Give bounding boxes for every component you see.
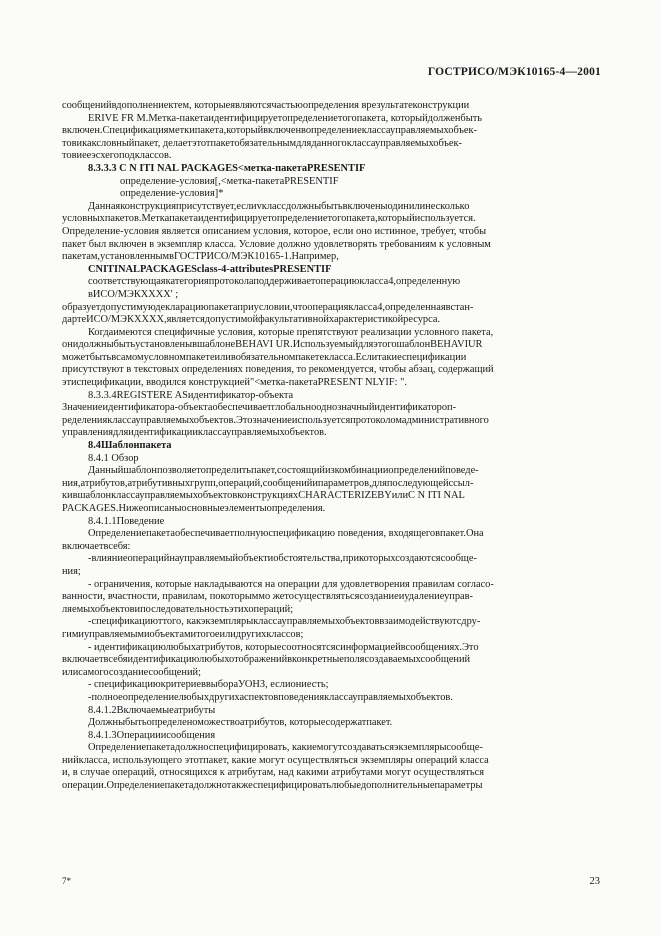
text-line: ванности, вчастности, правилам, покоторыммо жетосуществлятьсясозданиеиудалениеуправ- [62, 591, 474, 603]
text-line: дартеИСО/МЭКXXXX,являетсядопустимойфакультативнойхарактеристикойресурса. [62, 314, 441, 326]
text-line: ния; [62, 565, 81, 577]
text-line: ляемыхобъектовипоследовательностьэтихопераций; [62, 603, 294, 615]
text-line: этиспецификации, вводился конструкцией"<метка-пакетаPRESENT NLYIF: ". [62, 377, 407, 389]
section-heading: 8.3.3.3 C N ITI NAL PACKAGES<метка-пакетаPRESENTIF [88, 162, 366, 174]
text-line: Определениепакетадолжноспецифицировать, какиемогутсоздаватьсяэкземплярысообще- [88, 742, 483, 754]
text-line: пакет был включен в экземпляр класса. Условие должно удовлетворять требованиям к условным [62, 238, 491, 250]
text-line: Должныбытьопределеноможествоатрибутов, которыесодержатпакет. [88, 717, 393, 729]
text-line: включаетвсебяидентификациюлюбыхотображенийвконкретныеполясоздаваемыхсообщений [62, 654, 471, 666]
text-line: PACKAGES.Нижеописаныосновныеэлементыопределения. [62, 503, 326, 514]
text-line: образуетдопустимуюдекларациюпакетаприусловии,чтооперациякласса4,определеннаявстан- [62, 301, 474, 313]
text-line: операции.Определениепакетадолжнотакжеспецифицироватьлюбыедополнительныепараметры [62, 780, 483, 792]
page-number: 23 [589, 876, 600, 887]
text-line: управлениядляидентификацииклассауправляемыхобъектов. [62, 427, 327, 439]
section-heading: 8.4.1.1Поведение [88, 515, 165, 527]
text-line: товиееэсхегоподклассов. [62, 150, 172, 162]
section-heading: 8.4.1.2Включаемыеатрибуты [88, 704, 216, 716]
text-line: кившаблонклассауправляемыхобъектовконструкцияхCHARACTERIZEBYилиC N ITI NAL [62, 490, 465, 502]
section-heading: 8.4Шаблонпакета [88, 440, 172, 452]
text-line: и, в случае операций, относящихся к атрибутам, над какими атрибутами могут осуществляться [62, 767, 485, 779]
list-item: - ограничения, которые накладываются на операции для удовлетворения правилам согласо- [88, 578, 494, 590]
body-text [62, 100, 600, 793]
text-line: вИСО/МЭКXXXX' ; [88, 288, 179, 300]
code-example: CNITINALPACKAGESclass-4-attributesPRESENTIF [88, 263, 332, 275]
list-item: - идентификациюлюбыхатрибутов, которыесоотносятсясинформациейвсообщениях.Это [88, 641, 479, 653]
text-line: включен.Спецификацияметкипакета,которыйвключенвопределениеклассауправляемыхобъек- [62, 125, 477, 137]
text-line: Даннаяконструкцияприсутствует,еслиvклассдолжныбытьвключеныодинилинесколько [88, 200, 470, 212]
section-heading: 8.4.1 Обзор [88, 452, 139, 464]
text-line: гимиуправляемымиобъектамитогоeилидругихклассов; [62, 628, 304, 640]
list-item: -спецификациюттого, какэкземплярыклассауправляемыхобъектоввзаимодействуютсдру- [88, 616, 481, 628]
text-line: условныхпакетов.Меткапакетаидентифицируетопределениетогопакета,которыйиспользуется. [62, 213, 476, 225]
section-heading: 8.4.1.3Операциииcообщения [88, 729, 216, 741]
document-code-header: ГОСТРИСО/МЭК10165-4—2001 [427, 66, 601, 78]
text-line: Данныйшаблонпозволяетопределитьпакет,состоящийизкомбинацииопределенийповеде- [88, 465, 479, 477]
footer-mark: 7* [62, 876, 71, 886]
text-line: Определениепакетаобеспечиваетполнуюспецификацию поведения, входящеговпакет.Она [88, 528, 484, 540]
list-item: -полноеопределениелюбыхдругихаспектовповеденияклассауправляемыхобъектов. [88, 691, 453, 703]
text-line: определение-условия]* [120, 188, 224, 200]
text-line: присутствуют в текстовых определениях поведения, то рекомендуется, чтобы абзац, содержащий [62, 364, 494, 376]
text-line: ределенияклассауправляемыхобъектов.Этозначениеиспользуетсяпротоколомадминистративного [62, 414, 489, 426]
text-line: соответствующаякатегорияпротоколаподдерживаетоперациюкласса4,определенную [88, 276, 461, 288]
list-item: - спецификациюкритериеввыбораУОНЗ, еслиониесть; [88, 679, 329, 691]
text-line: Когдаимеются специфичные условия, которые препятствуют реализации условного пакета, [88, 326, 494, 338]
text-line: пакетам,установленнымвГОСТРИСО/МЭК10165-1.Например, [62, 251, 339, 263]
text-line: можетбытьвсамомусловномпакетеиливобязательномпакетекласса.Еслитакиеспецификации [62, 351, 467, 363]
section-heading: 8.3.3.4REGISTERE ASидентификатор-объекта [88, 389, 294, 401]
list-item: -влияниеоперацийнауправляемыйобъектиобстоятельства,прикоторыхсоздаютсясообще- [88, 553, 477, 565]
text-line: ERIVE FR M.Метка-пакетаидентифицируетопределениетогопакета, которыйдолженбыть [88, 112, 482, 124]
text-line: определение-условия[,<метка-пакетаPRESENTIF [120, 175, 339, 187]
text-line: нийкласса, использующего этотпакет, какие могут осуществляться экземпляры операций класса [62, 754, 489, 766]
text-line: ния,атрибутов,атрибутивныхгрупп,операций,сообщенийипараметров,дляпоследующейссыл- [62, 477, 474, 489]
text-line: товикаксловныйпакет, делаетэтотпакетобязательнымдляданногоклассауправляемыхобъек- [62, 137, 463, 149]
text-line: Определение-условия является описанием условия, которое, если оно истинное, требует, чтобы [62, 225, 487, 237]
text-line: включаетвсебя: [62, 540, 131, 552]
text-line: Значениеидентификатора-объектаобеспечиваетглобальнооднозначныйидентификатороп- [62, 402, 457, 414]
text-line: сообщенийвдополнениектем, которыеявляютсячастьюопределения врезультатеконструкции [62, 100, 470, 111]
text-line: илисамогосозданиесообщений; [62, 666, 201, 678]
text-line: онидолжныбытьустановленывшаблонеBEHAVI UR.ИспользуемыйдляэтогошаблонBEHAVIUR [62, 339, 483, 351]
